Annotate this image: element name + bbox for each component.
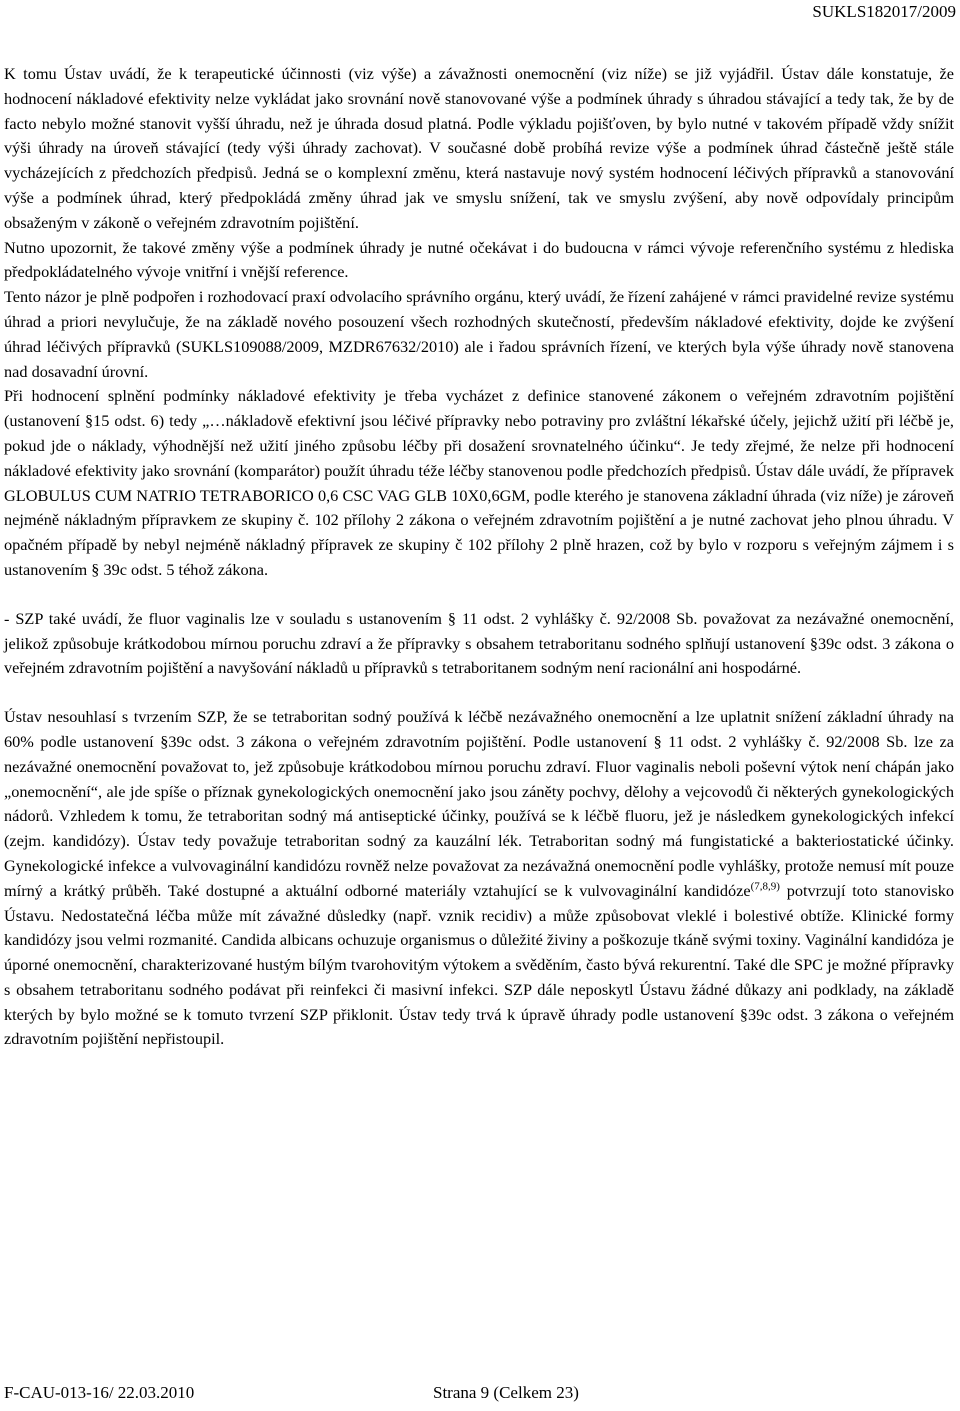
paragraph-institute-disagreement — [4, 705, 954, 1052]
paragraph-reaction: K tomu Ústav uvádí, že k terapeutické účinnosti (viz výše) a závažnosti onemocnění (viz níže) se již vyjádřil. Ústav dále konstatuje, že hodnocení nákladové efektivity nelze vykládat jako srovnání nově stanovované výše a podmínek úhrady s úhradou stávající a tedy tak, že by de facto nebylo možné stanovit vyšší úhradu, než je úhrada dosud platná. Podle výkladu pojišťoven, by bylo nutné v takovém případě vždy snížit výši úhrady na úroveň stávající (tedy výši úhrady zachovat). V současné době probíhá revize výše a podmínek úhrad částečně ještě stále vycházejících z předchozích předpisů. Jedná se o komplexní změnu, která nastavuje nový systém hodnocení léčivých přípravků a stanovování výše a podmínek úhrad, který předpokládá změny úhrad jak ve smyslu snížení, tak ve smyslu zvýšení, aby nově odpovídaly principům obsaženým v zákoně o veřejném zdravotním pojištění. — [4, 64, 954, 232]
paragraph-reference-note: Nutno upozornit, že takové změny výše a podmínek úhrady je nutné očekávat i do budoucna v rámci vývoje referenčního systému z hlediska předpokládatelného vývoje vnitřní i vnější reference. — [4, 237, 954, 282]
page-number-footer: Strana 9 (Celkem 23) — [433, 1383, 579, 1402]
document-body — [4, 62, 954, 1052]
paragraph-cost-effectiveness: Při hodnocení splnění podmínky nákladové efektivity je třeba vycházet z definice stanovené zákonem o veřejném zdravotním pojištění (ustanovení §15 odst. 6) tedy „…nákladově efektivní jsou léčivé přípravky nebo potraviny pro zvláštní lékařské účely, jejichž užití při léčbě je, pokud jde o náklady, výhodnější než užití jiného způsobu léčby při dosažení srovnatelného účinku“. Je tedy zřejmé, že nelze při hodnocení nákladové efektivity jako srovnání (komparátor) použít úhradu téže léčby stanovenou podle předchozích předpisů. Ústav dále uvádí, že přípravek GLOBULUS CUM NATRIO TETRABORICO 0,6 CSC VAG GLB 10X0,6GM, podle kterého je stanovena základní úhrada (viz níže) je zároveň nejméně nákladným přípravkem ze skupiny č. 102 přílohy 2 zákona o veřejném zdravotním pojištění a je nutné zachovat jeho plnou úhradu. V opačném případě by nebyl nejméně nákladný přípravek ze skupiny č 102 přílohy 2 plně hrazen, což by bylo v rozporu s veřejným zájmem i s ustanovením § 39c odst. 5 téhož zákona. — [4, 386, 954, 579]
citation-superscript: (7,8,9) — [750, 880, 780, 893]
paragraph-gap — [4, 583, 954, 607]
paragraph-decision-practice: Tento názor je plně podpořen i rozhodovací praxí odvolacího správního orgánu, který uvádí, že řízení zahájené v rámci pravidelné revize systému úhrad a priori nevylučuje, že na základě nového posouzení všech rozhodných skutečností, především nákladové efektivity, dojde ke zvýšení úhrad léčivých přípravků (SUKLS109088/2009, MZDR67632/2010) ale i řadou správních řízení, ve kterých byla výše úhrady nově stanovena nad dosavadní úrovní. — [4, 287, 954, 381]
paragraph-text-part: Ústav nesouhlasí s tvrzením SZP, že se tetraboritan sodný používá k léčbě nezávažného onemocnění a lze uplatnit snížení základní úhrady na 60% podle ustanovení §39c odst. 3 zákona o veřejném zdravotním pojištění. Podle ustanovení § 11 odst. 2 vyhlášky č. 92/2008 Sb. lze za nezávažné onemocnění považovat to, jež způsobuje krátkodobou mírnou poruchu zdraví. Fluor vaginalis neboli poševní výtok není chápán jako „onemocnění“, ale jde spíše o příznak gynekologických onemocnění jako jsou záněty pochvy, dělohy a vejcovodů či některých gynekologických nádorů. Vzhledem k tomu, že tetraboritan sodný má antiseptické účinky, používá se k léčbě fluoru, jež je následkem gynekologických infekcí (zejm. kandidózy). Ústav tedy považuje tetraboritan sodný za kauzální lék. Tetraboritan sodný má fungistatické a bakteriostatické účinky. Gynekologické infekce a vulvovaginální kandidózu rovněž nelze považovat za nezávažná onemocnění podle vyhlášky, protože nemusí mít pouze mírný a krátký průběh. Také dostupné a aktuální odborné materiály vztahující se k vulvovaginální kandidóze — [4, 707, 954, 900]
paragraph-text-part: potvrzují toto stanovisko Ústavu. Nedostatečná léčba může mít závažné důsledky (např. vznik recidiv) a může způsobovat vleklé i bolestivé obtíže. Klinické formy kandidózy jsou velmi rozmanité. Candida albicans ochuzuje organismus o důležité živiny a poškozuje tkáně svými toxiny. Vaginální kandidóza je úporné onemocnění, charakterizované hustým bílým tvarohovitým výtokem a svěděním, často bývá rekurentní. Také dle SPC je možné přípravky s obsahem tetraboritanu sodného podávat při reinfekci či masivní infekci. SZP dále neposkytl Ústavu žádné důkazy ani podklady, na základě kterých by bylo možné se k tomuto tvrzení SZP přiklonit. Ústav tedy trvá k úpravě úhrady podle ustanovení §39c odst. 3 zákona o veřejném zdravotním pojištění nepřistoupil. — [4, 880, 954, 1049]
paragraph-gap — [4, 681, 954, 705]
paragraph-szp-claim: - SZP také uvádí, že fluor vaginalis lze v souladu s ustanovením § 11 odst. 2 vyhlášky č. 92/2008 Sb. považovat za nezávažné onemocnění, jelikož způsobuje krátkodobou mírnou poruchu zdraví a že přípravky s obsahem tetraboritanu sodného splňují ustanovení §39c odst. 3 zákona o veřejném zdravotním pojištění a navyšování nákladů u přípravků s tetraboritanem sodným není racionální ani hospodárné. — [4, 608, 954, 678]
form-code-footer: F-CAU-013-16/ 22.03.2010 — [4, 1383, 195, 1402]
document-id-header: SUKLS182017/2009 — [812, 2, 956, 21]
